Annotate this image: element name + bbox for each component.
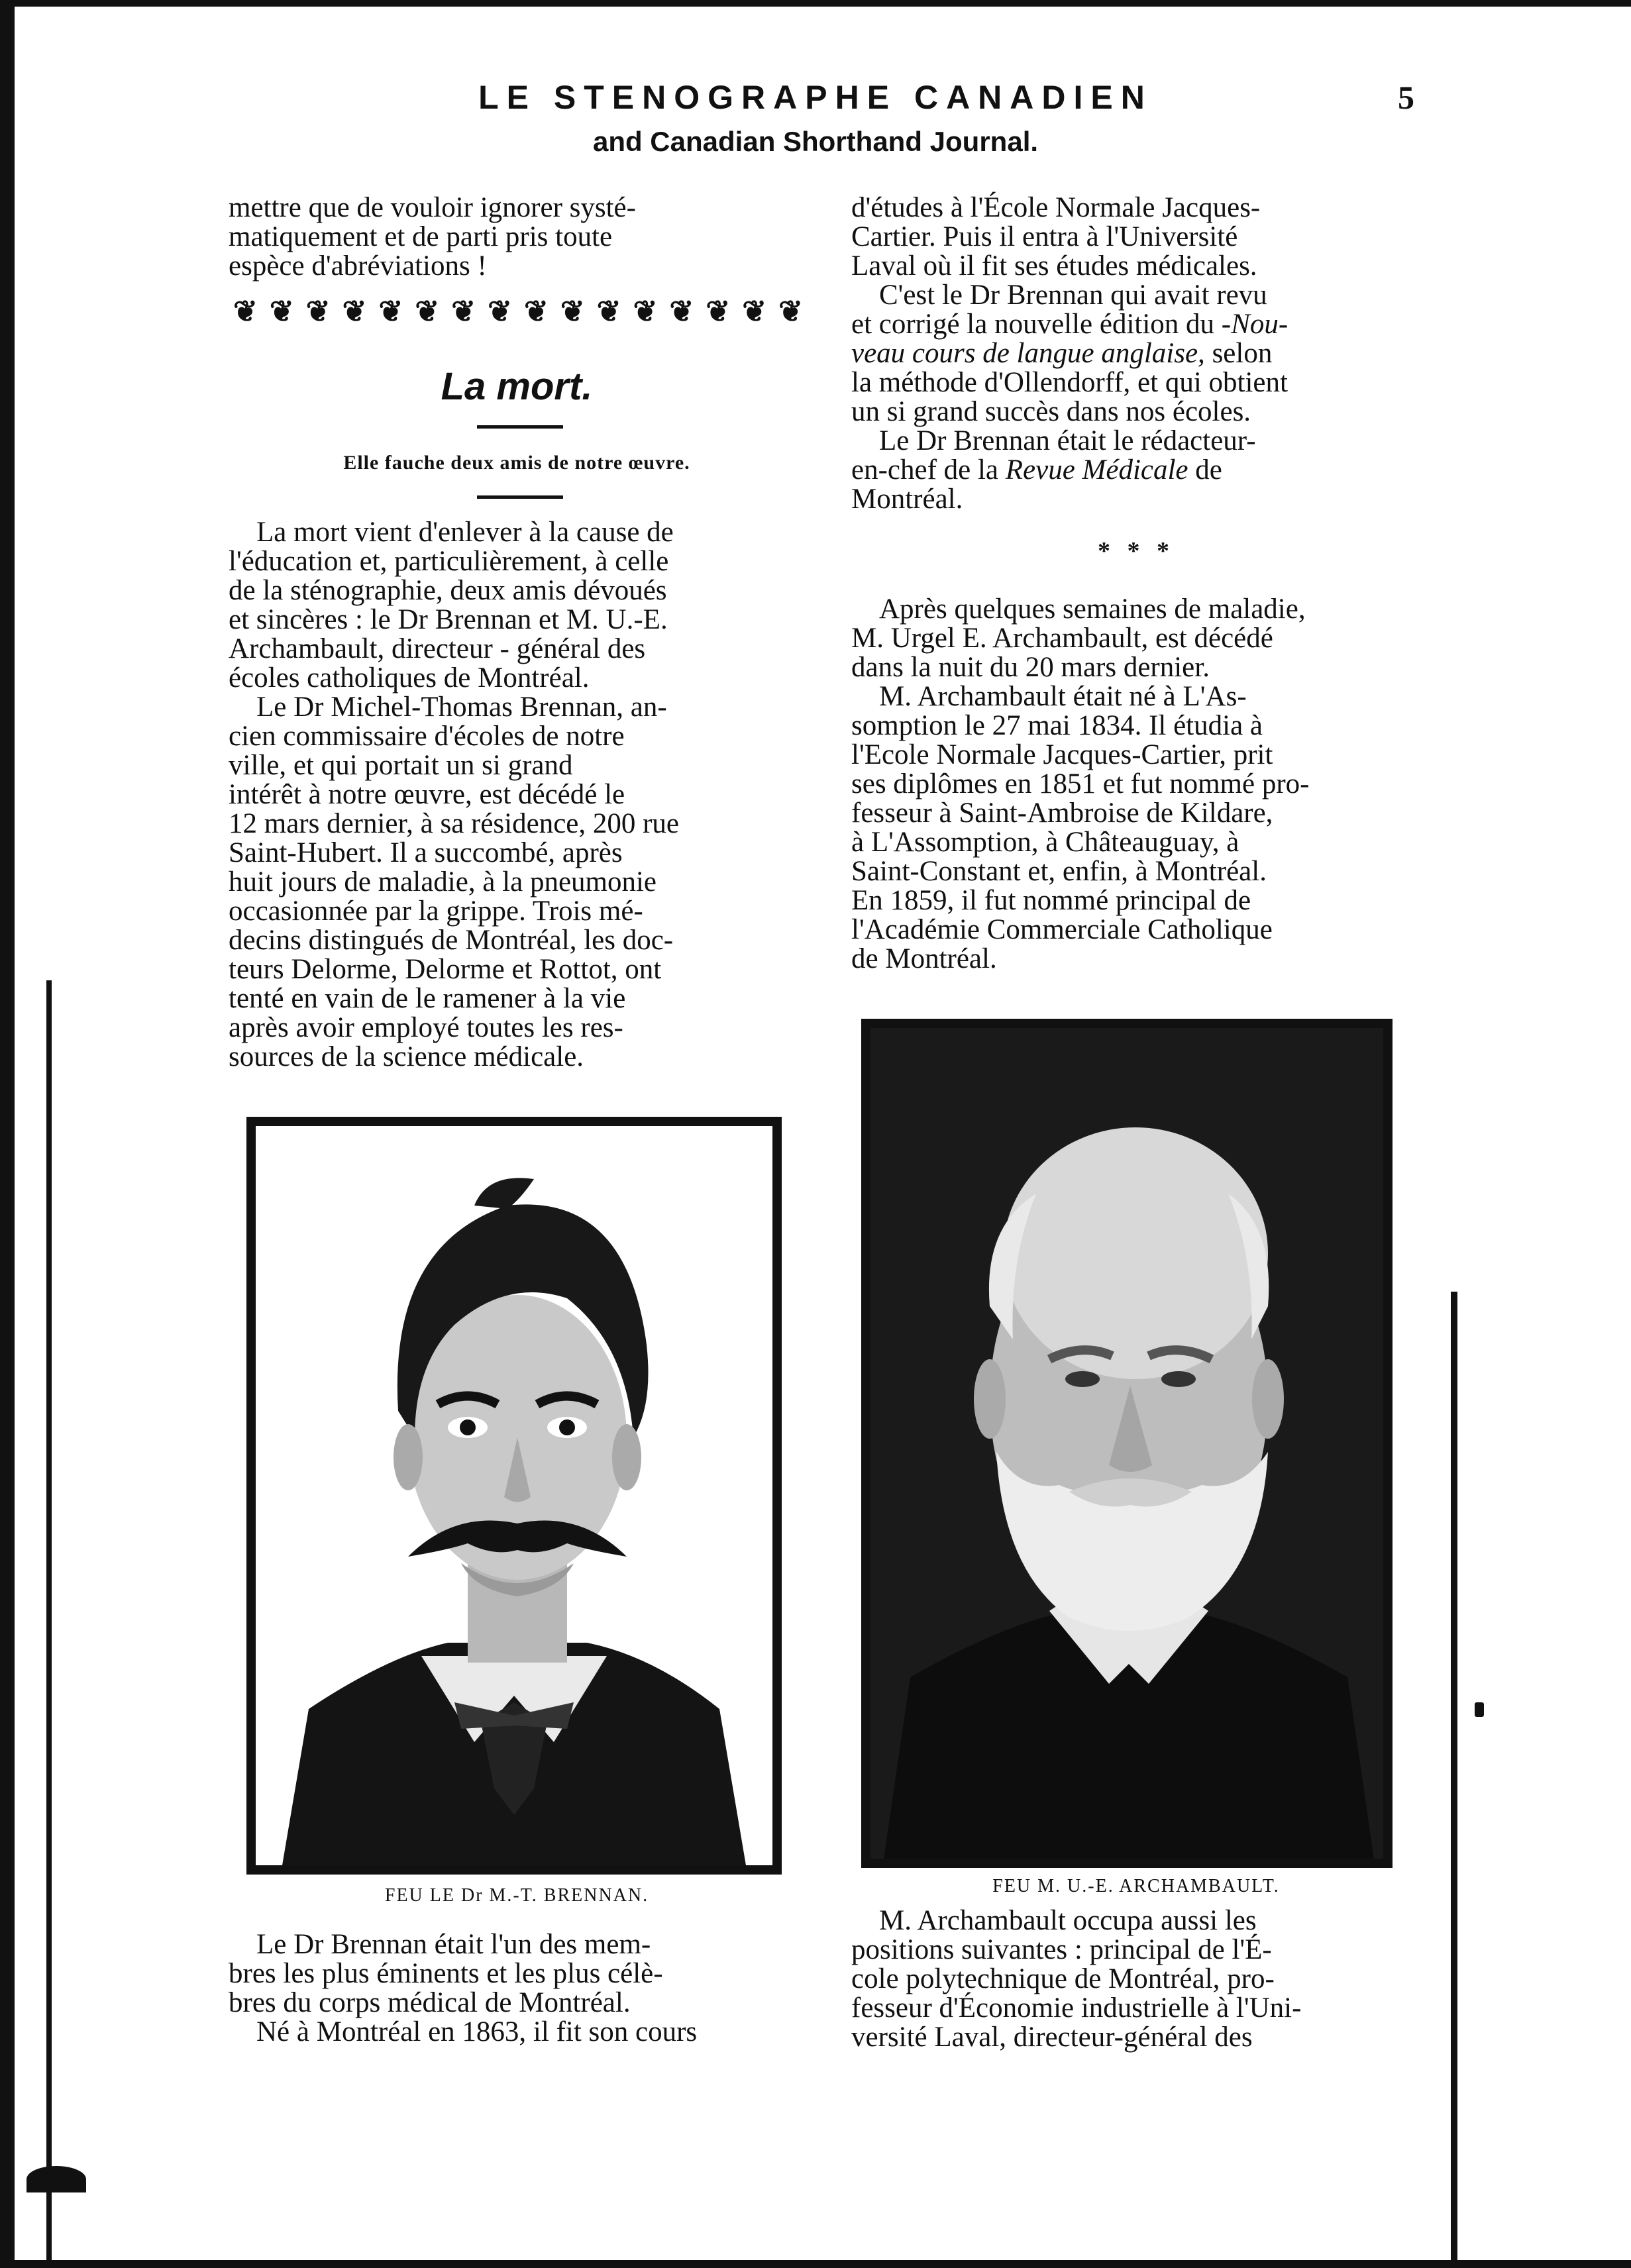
binding-edge-base xyxy=(26,2166,86,2192)
ornament-icon: ❦ xyxy=(560,295,585,328)
ornament-icon: ❦ xyxy=(742,295,767,328)
photo-caption-brennan: FEU LE Dr M.-T. BRENNAN. xyxy=(384,1885,649,1906)
text-line: cole polytechnique de Montréal, pro- xyxy=(851,1963,1275,1994)
text-line: positions suivantes : principal de l'É- xyxy=(851,1934,1272,1965)
portrait-brennan xyxy=(246,1117,782,1875)
ornament-icon: ❦ xyxy=(778,295,803,328)
text-line: fesseur d'Économie industrielle à l'Uni- xyxy=(851,1992,1302,2024)
text-line: 12 mars dernier, à sa résidence, 200 rue xyxy=(229,808,680,839)
text-line: l'Ecole Normale Jacques-Cartier, prit xyxy=(851,739,1273,770)
text-line: M. Urgel E. Archambault, est décédé xyxy=(851,623,1273,654)
binding-edge-mark xyxy=(46,980,52,2265)
text-span: en-chef de la xyxy=(851,454,1006,486)
page-number: 5 xyxy=(1398,79,1414,116)
text-line: fesseur à Saint-Ambroise de Kildare, xyxy=(851,798,1273,829)
scan-border-left xyxy=(0,0,15,2268)
text-line: matiquement et de parti pris toute xyxy=(229,221,613,252)
ornament-icon: ❦ xyxy=(596,295,621,328)
text-line: Saint-Constant et, enfin, à Montréal. xyxy=(851,856,1267,887)
text-line: sources de la science médicale. xyxy=(229,1041,584,1072)
text-line: intérêt à notre œuvre, est décédé le xyxy=(229,779,625,810)
ornament-icon: ❦ xyxy=(378,295,403,328)
journal-subtitle: and Canadian Shorthand Journal. xyxy=(592,126,1039,157)
text-line: un si grand succès dans nos écoles. xyxy=(851,396,1251,427)
text-line xyxy=(851,310,1421,339)
title-rule-top xyxy=(477,425,563,429)
portrait-archambault xyxy=(861,1019,1393,1868)
text-line: après avoir employé toutes les res- xyxy=(229,1012,623,1043)
text-line: ville, et qui portait un si grand xyxy=(229,750,573,781)
text-line: Archambault, directeur - général des xyxy=(229,633,646,664)
right-edge-mark xyxy=(1451,1292,1457,2265)
ornament-icon: ❦ xyxy=(305,295,331,328)
text-line: bres les plus éminents et les plus célè- xyxy=(229,1958,663,1989)
text-line: somption le 27 mai 1834. Il étudia à xyxy=(851,710,1263,741)
text-line: Le Dr Michel-Thomas Brennan, an- xyxy=(256,692,667,723)
left-paragraph-3 xyxy=(229,1930,805,2047)
text-line: C'est le Dr Brennan qui avait revu xyxy=(879,280,1267,311)
text-line: huit jours de maladie, à la pneumonie xyxy=(229,866,657,898)
right-paragraph-f xyxy=(851,1906,1421,2052)
left-intro-text xyxy=(229,193,805,281)
text-line: espèce d'abréviations ! xyxy=(229,250,487,282)
ornament-icon: ❦ xyxy=(633,295,658,328)
text-line: teurs Delorme, Delorme et Rottot, ont xyxy=(229,954,662,985)
photo-caption-archambault: FEU M. U.-E. ARCHAMBAULT. xyxy=(992,1876,1280,1896)
text-line xyxy=(851,456,1421,485)
text-line: Après quelques semaines de maladie, xyxy=(879,593,1306,625)
text-line: Saint-Hubert. Il a succombé, après xyxy=(229,837,623,868)
text-line: d'études à l'École Normale Jacques- xyxy=(851,192,1261,223)
portrait-brennan-image xyxy=(256,1126,772,1865)
text-line: l'éducation et, particulièrement, à celle xyxy=(229,546,669,577)
italic-title: Nou- xyxy=(1231,309,1289,340)
scan-border-top xyxy=(0,0,1631,7)
ornament-icon: ❦ xyxy=(415,295,440,328)
italic-title: veau cours de langue anglaise, xyxy=(851,338,1205,369)
ornament-divider xyxy=(233,297,803,327)
text-line: de Montréal. xyxy=(851,943,997,974)
text-line: mettre que de vouloir ignorer systé- xyxy=(229,192,636,223)
section-title: La mort. xyxy=(441,365,593,408)
text-span: et corrigé la nouvelle édition du - xyxy=(851,309,1232,340)
text-line: versité Laval, directeur-général des xyxy=(851,2022,1253,2053)
ornament-icon: ❦ xyxy=(451,295,476,328)
text-line: En 1859, il fut nommé principal de xyxy=(851,885,1251,916)
text-line: dans la nuit du 20 mars dernier. xyxy=(851,652,1210,683)
ornament-icon: ❦ xyxy=(342,295,367,328)
right-paragraph-a xyxy=(851,193,1421,514)
journal-title: LE STENOGRAPHE CANADIEN xyxy=(478,79,1153,116)
text-line: à L'Assomption, à Châteauguay, à xyxy=(851,827,1239,858)
section-subtitle: Elle fauche deux amis de notre œuvre. xyxy=(343,452,690,474)
right-paragraph-e xyxy=(851,682,1421,974)
italic-title: Revue Médicale xyxy=(1005,454,1188,486)
text-line: cien commissaire d'écoles de notre xyxy=(229,721,625,752)
ornament-icon: ❦ xyxy=(233,295,258,328)
ornament-icon: ❦ xyxy=(488,295,512,328)
text-line: decins distingués de Montréal, les doc- xyxy=(229,925,674,956)
ornament-icon: ❦ xyxy=(524,295,549,328)
text-span: selon xyxy=(1204,338,1273,369)
title-rule-bottom xyxy=(477,495,563,499)
scan-border-bottom xyxy=(0,2260,1631,2268)
left-paragraph-1 xyxy=(229,518,805,693)
margin-smudge xyxy=(1475,1702,1484,1717)
text-line: Né à Montréal en 1863, il fit son cours xyxy=(256,2016,698,2047)
text-line xyxy=(851,339,1421,368)
right-paragraph-d xyxy=(851,595,1421,682)
text-line: Cartier. Puis il entra à l'Université xyxy=(851,221,1238,252)
text-line: écoles catholiques de Montréal. xyxy=(229,662,590,694)
ornament-icon: ❦ xyxy=(669,295,694,328)
ornament-icon: ❦ xyxy=(706,295,731,328)
ornament-icon: ❦ xyxy=(269,295,294,328)
text-line: M. Archambault occupa aussi les xyxy=(879,1905,1257,1936)
text-line: Montréal. xyxy=(851,484,963,515)
text-line: la méthode d'Ollendorff, et qui obtient xyxy=(851,367,1288,398)
text-line: La mort vient d'enlever à la cause de xyxy=(256,517,674,548)
text-line: bres du corps médical de Montréal. xyxy=(229,1987,631,2018)
text-line: de la sténographie, deux amis dévoués xyxy=(229,575,667,606)
section-separator-stars: * * * xyxy=(1098,537,1175,565)
text-line: ses diplômes en 1851 et fut nommé pro- xyxy=(851,768,1310,799)
portrait-archambault-image xyxy=(870,1028,1383,1859)
text-line: et sincères : le Dr Brennan et M. U.-E. xyxy=(229,604,668,635)
text-line: M. Archambault était né à L'As- xyxy=(879,681,1247,712)
text-line: Le Dr Brennan était le rédacteur- xyxy=(879,425,1256,456)
text-line: Laval où il fit ses études médicales. xyxy=(851,250,1257,282)
text-span: de xyxy=(1188,454,1222,486)
text-line: tenté en vain de le ramener à la vie xyxy=(229,983,626,1014)
text-line: l'Académie Commerciale Catholique xyxy=(851,914,1273,945)
text-line: occasionnée par la grippe. Trois mé- xyxy=(229,896,643,927)
text-line: Le Dr Brennan était l'un des mem- xyxy=(256,1929,651,1960)
left-paragraph-2 xyxy=(229,693,805,1072)
